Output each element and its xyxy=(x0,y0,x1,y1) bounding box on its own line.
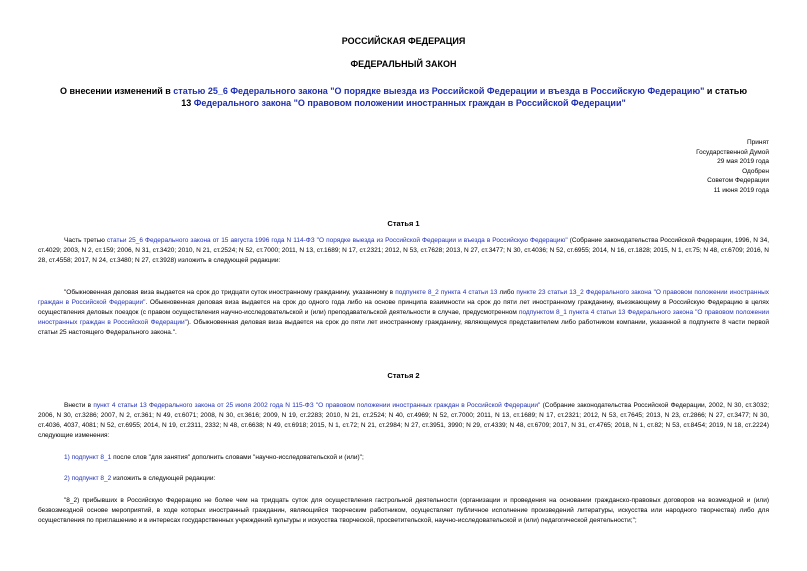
article-1-heading: Статья 1 xyxy=(387,219,420,228)
acceptance-block xyxy=(629,138,769,195)
subparagraph-link[interactable]: подпунктом 8_1 пункта 4 статьи 13 Федерального закона "О правовом положении иностранных граждан в Российской Федерации" xyxy=(38,309,770,326)
doc-type-heading: ФЕДЕРАЛЬНЫЙ ЗАКОН xyxy=(350,59,457,69)
approved-date: 11 июня 2019 года xyxy=(713,186,769,194)
title-text-1: О внесении изменений в xyxy=(60,86,174,96)
country-heading: РОССИЙСКАЯ ФЕДЕРАЦИЯ xyxy=(341,36,466,46)
title-link-2[interactable]: Федерального закона "О правовом положении иностранных граждан в Российской Федерации" xyxy=(193,98,626,108)
article-1-text: Часть третью xyxy=(64,237,107,244)
article-1-text: (Собрание законодательства Российской Федерации, 1996, N 34, ст.4029; 2003, N 2, ст.159; 2006, N 31, ст.3420; 2010, N 21, ст.2524; N 52, ст.7000; 2011, N 13, ст.1689; N 17, ст.2321; 2012, N 53, ст.7628; 2013, N 27, ст.3477; N 30, ст.4036; N 52, ст.6955; 2014, N 16, ст.1828; 2015, N 1, ст.75; N 48, ст.6709; 2016, N 28, ст.4558; 2017, N 24, ст.3480; N 27, ст.3928) изложить в следующей редакции: xyxy=(38,237,769,264)
article-1-text: . Обыкновенная деловая виза выдается на срок до одного года либо на основе принципа взаимности на срок до пяти лет иностранному гражданину, въезжающему в Российскую Федерацию в целях осуществления деловых поездок (с правом осуществления научно-исследовательской и (или) преподавательской деятельности в случае, предусмотренном xyxy=(38,299,769,316)
item-2-text: изложить в следующей редакции: xyxy=(111,475,216,482)
paragraph-link[interactable]: пункте 23 статьи 13_2 Федерального закона "О правовом положении иностранных граждан в Российской Федерации" xyxy=(38,289,770,306)
article-1-text: ). Обыкновенная деловая виза выдается на срок до пяти лет иностранному гражданину, являющемуся представителем либо работником компании, указанной в подпункте 8 части первой статьи 25 настоящего Федерального закона.". xyxy=(38,319,769,336)
approved-label: Одобрен xyxy=(742,167,769,175)
article-2-text: (Собрание законодательства Российской Федерации, 2002, N 30, ст.3032; 2006, N 30, ст.3286; 2007, N 2, ст.361; N 49, ст.6071; 2008, N 30, ст.3616; 2009, N 19, ст.2283; 2010, N 21, ст.2524; N 40, ст.4969; N 52, ст.7000; 2011, N 13, ст.1689; N 17, ст.2321; 2012, N 53, ст.7645; 2013, N 23, ст.2866; N 27, ст.3477; N 30, ст.4036, 4037, 4081; N 52, ст.6955; 2014, N 19, ст.2311, 2332; N 48, ст.6638; N 49, ст.6918; 2015, N 1, ст.72; N 21, ст.2984; N 27, ст.3951, 3990; N 29, ст.4339; N 48, ст.6709; 2017, N 31, ст.4765; 2018, N 1, ст.82; N 53, ст.8454; 2019, N 18, ст.2224) следующие изменения: xyxy=(38,402,769,439)
subparagraph-link[interactable]: подпункте 8_2 пункта 4 статьи 13 xyxy=(395,289,498,296)
article-1-paragraph-1 xyxy=(38,236,769,266)
amendment-item-2 xyxy=(64,474,215,484)
item-1-link[interactable]: 1) подпункт 8_1 xyxy=(64,454,112,461)
article-2-link[interactable]: пункт 4 статьи 13 Федерального закона от 25 июля 2002 года N 115-ФЗ "О правовом положении иностранных граждан в Российской Федерации" xyxy=(93,402,541,409)
article-1-paragraph-2 xyxy=(38,288,769,338)
article-2-text: Внести в xyxy=(64,402,94,409)
article-1-text: либо xyxy=(497,289,517,296)
accepted-by: Государственной Думой xyxy=(696,148,769,156)
article-2-heading: Статья 2 xyxy=(387,371,420,380)
article-1-link[interactable]: статьи 25_6 Федерального закона от 15 августа 1996 года N 114-ФЗ "О порядке выезда из Российской Федерации и въезда в Российскую Федерацию" xyxy=(106,237,568,244)
accepted-label: Принят xyxy=(746,139,769,146)
title-text-2: и статью 13 xyxy=(181,86,748,108)
approved-by: Советом Федерации xyxy=(707,177,769,184)
amendment-item-1 xyxy=(64,453,364,463)
title-link-1[interactable]: статью 25_6 Федерального закона "О порядке выезда из Российской Федерации и въезда в Российскую Федерацию" xyxy=(173,86,705,96)
article-2-paragraph-2: "8_2) прибывших в Российскую Федерацию не более чем на тридцать суток для осуществления гастрольной деятельности (организации и проведения на основании гражданско-правовых договоров на возмездной и (или) безвозмездной основе мероприятий, в ходе которых иностранный гражданин, являющийся творческим работником, осуществляет публичное исполнение произведений литературы, искусства или народного творчества) либо для осуществления по приглашению и в интересах государственных учреждений культуры и искусства творческой, просветительской, научно-исследовательской и (или) педагогической деятельности;"; xyxy=(38,497,769,524)
law-title xyxy=(60,85,747,109)
item-2-link[interactable]: 2) подпункт 8_2 xyxy=(64,475,112,482)
item-1-text: после слов "для занятия" дополнить словами "научно-исследовательской и (или)"; xyxy=(111,454,364,461)
article-1-text: "Обыкновенная деловая виза выдается на срок до тридцати суток иностранному гражданину, указанному в xyxy=(64,289,396,296)
accepted-date: 29 мая 2019 года xyxy=(717,158,769,165)
article-2-paragraph-1 xyxy=(38,401,769,441)
